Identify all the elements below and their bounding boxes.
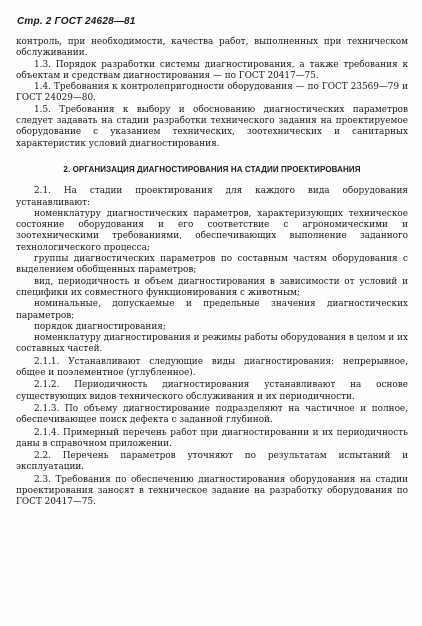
paragraph: 2.1.2. Периодичность диагностирования устанавливают на основе существующих видов технического обслуживания и их периодичности. <box>16 380 408 402</box>
paragraph: номенклатуру диагностических параметров, характеризующих техническое состояние оборудования и его соответствие с агрономическими и зоотехническими требованиями, обеспечивающих выполнение заданного технологического процесса; <box>16 208 408 253</box>
paragraph: 1.4. Требования к контролепригодности оборудования — по ГОСТ 23569—79 и ГОСТ 24029—80. <box>16 82 408 104</box>
paragraph: контроль, при необходимости, качества работ, выполненных при техническом обслуживании. <box>16 37 408 59</box>
document-body <box>16 37 408 509</box>
paragraph: номенклатуру диагностирования и режимы работы оборудования в целом и их составных частей. <box>16 333 409 355</box>
paragraph: 2.1.4. Примерный перечень работ при диагностировании и их периодичность даны в справочном приложении. <box>16 427 408 449</box>
paragraph: 2.1. На стадии проектирования для каждого вида оборудования устанавливают: <box>16 186 408 208</box>
paragraph: 1.3. Порядок разработки системы диагностирования, а также требования к объектам и средствам диагностирования — по ГОСТ 20417—75. <box>16 59 408 81</box>
paragraph: 2.3. Требования по обеспечению диагностирования оборудования на стадии проектирования заносят в техническое задание на разработку оборудования по ГОСТ 20417—75. <box>16 474 408 508</box>
paragraph: группы диагностических параметров по составным частям оборудования с выделением обобщенных параметров; <box>16 254 408 276</box>
paragraph: 2.1.3. По объему диагностирование подразделяют на частичное и полное, обеспечивающее поиск дефекта с заданной глубиной. <box>16 403 408 426</box>
page-header: Стр. 2 ГОСТ 24628—81 <box>17 16 136 27</box>
paragraph: 2.1.1. Устанавливают следующие виды диагностирования: непрерывное, общее и поэлементное (углубленное). <box>16 356 408 379</box>
paragraph: вид, периодичность и объем диагностирования в зависимости от условий и специфики их совместного функционирования с животным; <box>16 276 408 298</box>
paragraph: 2.2. Перечень параметров уточняют по результатам испытаний и эксплуатации. <box>16 451 408 473</box>
section-heading: 2. ОРГАНИЗАЦИЯ ДИАГНОСТИРОВАНИЯ НА СТАДИИ ПРОЕКТИРОВАНИЯ <box>63 164 361 174</box>
paragraph: номинальные, допускаемые и предельные значения диагностических параметров; <box>16 299 408 321</box>
paragraph: порядок диагностирования; <box>34 321 166 332</box>
paragraph: 1.5. Требования к выбору и обоснованию диагностических параметров следует задавать на стадии разработки технического задания на проектируемое оборудование с указанием технических, зоотехнических и санитарных характеристик условий диагностирования. <box>16 104 408 149</box>
